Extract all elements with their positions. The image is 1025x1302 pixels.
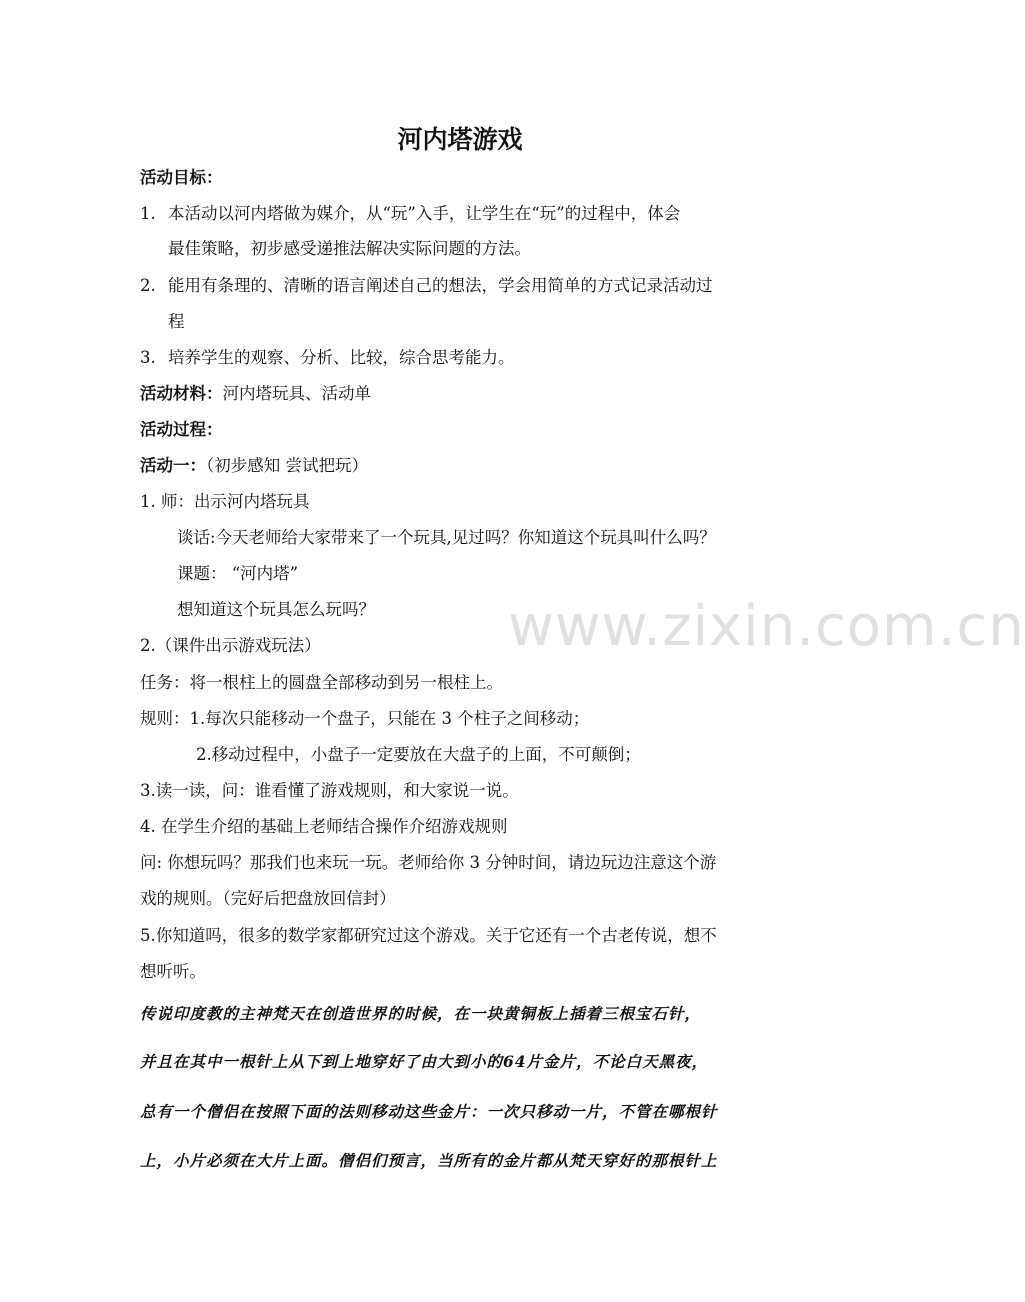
watermark: www.zixin.com.cn <box>508 594 1025 659</box>
step-topic: 课题： “河内塔” <box>177 564 299 583</box>
step-talk: 谈话:今天老师给大家带来了一个玩具,见过吗？你知道这个玩具叫什么吗？ <box>177 528 716 547</box>
step-want: 想知道这个玩具怎么玩吗？ <box>177 600 375 619</box>
step-rule-2: 2.移动过程中，小盘子一定要放在大盘子的上面，不可颠倒； <box>196 745 641 764</box>
goal-1-line2: 最佳策略，初步感受递推法解决实际问题的方法。 <box>168 239 531 258</box>
goals-heading: 活动目标： <box>140 168 223 187</box>
materials-label: 活动材料： <box>140 384 223 403</box>
step-ask-line2: 戏的规则。（完好后把盘放回信封） <box>140 889 396 908</box>
materials-text: 河内塔玩具、活动单 <box>222 384 371 403</box>
activity-one-line <box>140 455 368 477</box>
activity-one-text: （初步感知 尝试把玩） <box>206 456 368 475</box>
goal-2-line1: 能用有条理的、清晰的语言阐述自己的想法，学会用简单的方式记录活动过 <box>168 276 713 295</box>
goal-2-line2: 程 <box>168 312 185 331</box>
process-heading: 活动过程： <box>140 420 223 439</box>
goal-3-number: 3. <box>140 348 156 367</box>
step-1: 1. 师：出示河内塔玩具 <box>140 492 310 511</box>
goal-1-number: 1. <box>140 204 156 223</box>
step-5-line1: 5.你知道吗，很多的数学家都研究过这个游戏。关于它还有一个古老传说，想不 <box>140 926 717 945</box>
legend-line-1: 传说印度教的主神梵天在创造世界的时候，在一块黄铜板上插着三根宝石针， <box>140 1004 702 1023</box>
goal-2-number: 2. <box>140 276 156 295</box>
legend-line-4: 上，小片必须在大片上面。僧侣们预言，当所有的金片都从梵天穿好的那根针上 <box>140 1151 718 1170</box>
step-4: 4. 在学生介绍的基础上老师结合操作介绍游戏规则 <box>140 817 508 836</box>
legend-line-3: 总有一个僧侣在按照下面的法则移动这些金片：一次只移动一片，不管在哪根针 <box>140 1102 718 1121</box>
materials-line <box>140 383 371 405</box>
step-5-line2: 想听听。 <box>140 962 206 981</box>
goal-1-line1: 本活动以河内塔做为媒介，从“玩”入手，让学生在“玩”的过程中，体会 <box>168 204 681 223</box>
step-rule-1: 规则：1.每次只能移动一个盘子，只能在 3 个柱子之间移动； <box>140 709 590 728</box>
step-ask-line1: 问: 你想玩吗？那我们也来玩一玩。老师给你 3 分钟时间，请边玩边注意这个游 <box>140 853 717 872</box>
document-title: 河内塔游戏 <box>397 125 523 154</box>
legend-line-2: 并且在其中一根针上从下到上地穿好了由大到小的64片金片，不论白天黑夜， <box>140 1052 709 1071</box>
step-3: 3.读一读，问：谁看懂了游戏规则，和大家说一说。 <box>140 781 519 800</box>
activity-one-label: 活动一： <box>140 456 206 475</box>
step-task: 任务：将一根柱上的圆盘全部移动到另一根柱上。 <box>140 673 503 692</box>
goal-3-line1: 培养学生的观察、分析、比较，综合思考能力。 <box>168 348 515 367</box>
step-2: 2.（课件出示游戏玩法） <box>140 636 321 655</box>
